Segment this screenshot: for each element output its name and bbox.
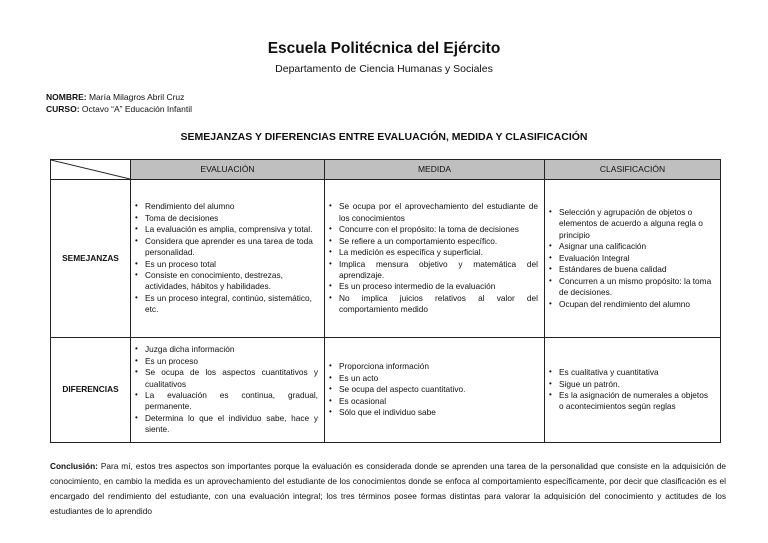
- cell-diferencias-medida: [325, 338, 545, 443]
- list-item: • Rendimiento del alumno: [135, 201, 318, 212]
- list-item: • La evaluación es continua, gradual, permanente.: [135, 390, 318, 413]
- column-header-medida: MEDIDA: [325, 160, 545, 180]
- list-item: • Es ocasional: [329, 396, 538, 407]
- row-label-diferencias: DIFERENCIAS: [51, 338, 131, 443]
- list-item: • Toma de decisiones: [135, 213, 318, 224]
- cell-diferencias-evaluacion: [131, 338, 325, 443]
- list-item: • Asignar una calificación: [549, 241, 714, 252]
- corner-cell: [51, 160, 131, 180]
- name-value: María Milagros Abril Cruz: [86, 92, 185, 102]
- table-row-semejanzas: [51, 180, 721, 338]
- list-item: • Se refiere a un comportamiento específico.: [329, 236, 538, 247]
- diagonal-line: [51, 160, 130, 179]
- list-item: • Implica mensura objetivo y matemática del aprendizaje.: [329, 259, 538, 282]
- column-header-clasificacion: CLASIFICACIÓN: [545, 160, 721, 180]
- list-item: • Considera que aprender es una tarea de toda personalidad.: [135, 236, 318, 259]
- list-item: • Es un proceso total: [135, 259, 318, 270]
- comparison-table: [50, 159, 721, 443]
- cell-semejanzas-medida: [325, 180, 545, 338]
- list-item: • La evaluación es amplia, comprensiva y total.: [135, 224, 318, 235]
- list-item: • Se ocupa por el aprovechamiento del estudiante de los conocimientos: [329, 201, 538, 224]
- document-title: Escuela Politécnica del Ejército: [267, 40, 501, 57]
- list-semejanzas-evaluacion: [131, 198, 324, 318]
- list-item: • Es un proceso integral, continúo, sistemático, etc.: [135, 293, 318, 316]
- name-label: NOMBRE:: [46, 92, 87, 102]
- list-item: • Ocupan del rendimiento del alumno: [549, 299, 714, 310]
- list-item: • Es un acto: [329, 373, 538, 384]
- list-item: • Es cualitativa y cuantitativa: [549, 367, 714, 378]
- list-item: • Es un proceso intermedio de la evaluación: [329, 281, 538, 292]
- list-item: • Juzga dicha información: [135, 344, 318, 355]
- list-item: • Es la asignación de numerales a objetos o acontecimientos según reglas: [549, 390, 714, 413]
- table-row-diferencias: [51, 338, 721, 443]
- list-diferencias-evaluacion: [131, 341, 324, 439]
- list-semejanzas-medida: [325, 198, 544, 318]
- document-subtitle: Departamento de Ciencia Humanas y Sociales: [275, 63, 493, 75]
- course-label: CURSO:: [46, 104, 80, 114]
- list-item: • No implica juicios relativos al valor del comportamiento medido: [329, 293, 538, 316]
- list-item: • La medición es específica y superficial.: [329, 247, 538, 258]
- list-item: • Determina lo que el individuo sabe, hace y siente.: [135, 413, 318, 436]
- conclusion-text: Para mí, estos tres aspectos son importantes porque la evaluación es considerada donde se aprenden una tarea de la personalidad que consiste en la adquisición de conocimiento, en cambio la medida es un aprovechamiento del estudiante de los conocimientos donde se enfoca al comportamiento específicamente, por decir que clasificación es el encargado del rendimiento del estudiante, con una evaluación integral; los tres términos posee formas distintas para valorar la adquisición del conocimiento y actitudes de los estudiantes de lo aprendido: [50, 461, 726, 516]
- list-item: • Estándares de buena calidad: [549, 264, 714, 275]
- list-item: • Sigue un patrón.: [549, 379, 714, 390]
- list-item: • Proporciona información: [329, 361, 538, 372]
- list-semejanzas-clasificacion: [545, 204, 720, 313]
- list-item: • Evaluación Integral: [549, 253, 714, 264]
- list-diferencias-medida: [325, 358, 544, 421]
- student-name-line: [46, 92, 184, 102]
- cell-semejanzas-evaluacion: [131, 180, 325, 338]
- column-header-evaluacion: EVALUACIÓN: [131, 160, 325, 180]
- course-value: Octavo “A” Educación Infantil: [79, 104, 192, 114]
- list-item: • Concurre con el propósito: la toma de decisiones: [329, 224, 538, 235]
- list-item: • Consiste en conocimiento, destrezas, actividades, hábitos y habilidades.: [135, 270, 318, 293]
- list-item: • Se ocupa de los aspectos cuantitativos y cualitativos: [135, 367, 318, 390]
- row-label-semejanzas: SEMEJANZAS: [51, 180, 131, 338]
- conclusion-label: Conclusión:: [50, 461, 98, 471]
- list-item: • Concurren a un mismo propósito: la toma de decisiones.: [549, 276, 714, 299]
- student-course-line: [46, 104, 192, 114]
- list-diferencias-clasificacion: [545, 364, 720, 416]
- list-item: • Se ocupa del aspecto cuantitativo.: [329, 384, 538, 395]
- list-item: • Selección y agrupación de objetos o elementos de acuerdo a alguna regla o principio: [549, 207, 714, 241]
- cell-diferencias-clasificacion: [545, 338, 721, 443]
- conclusion-paragraph: [50, 459, 726, 519]
- cell-semejanzas-clasificacion: [545, 180, 721, 338]
- list-item: • Sólo que el individuo sabe: [329, 407, 538, 418]
- list-item: • Es un proceso: [135, 356, 318, 367]
- table-heading: SEMEJANZAS Y DIFERENCIAS ENTRE EVALUACIÓN, MEDIDA Y CLASIFICACIÓN: [180, 131, 588, 143]
